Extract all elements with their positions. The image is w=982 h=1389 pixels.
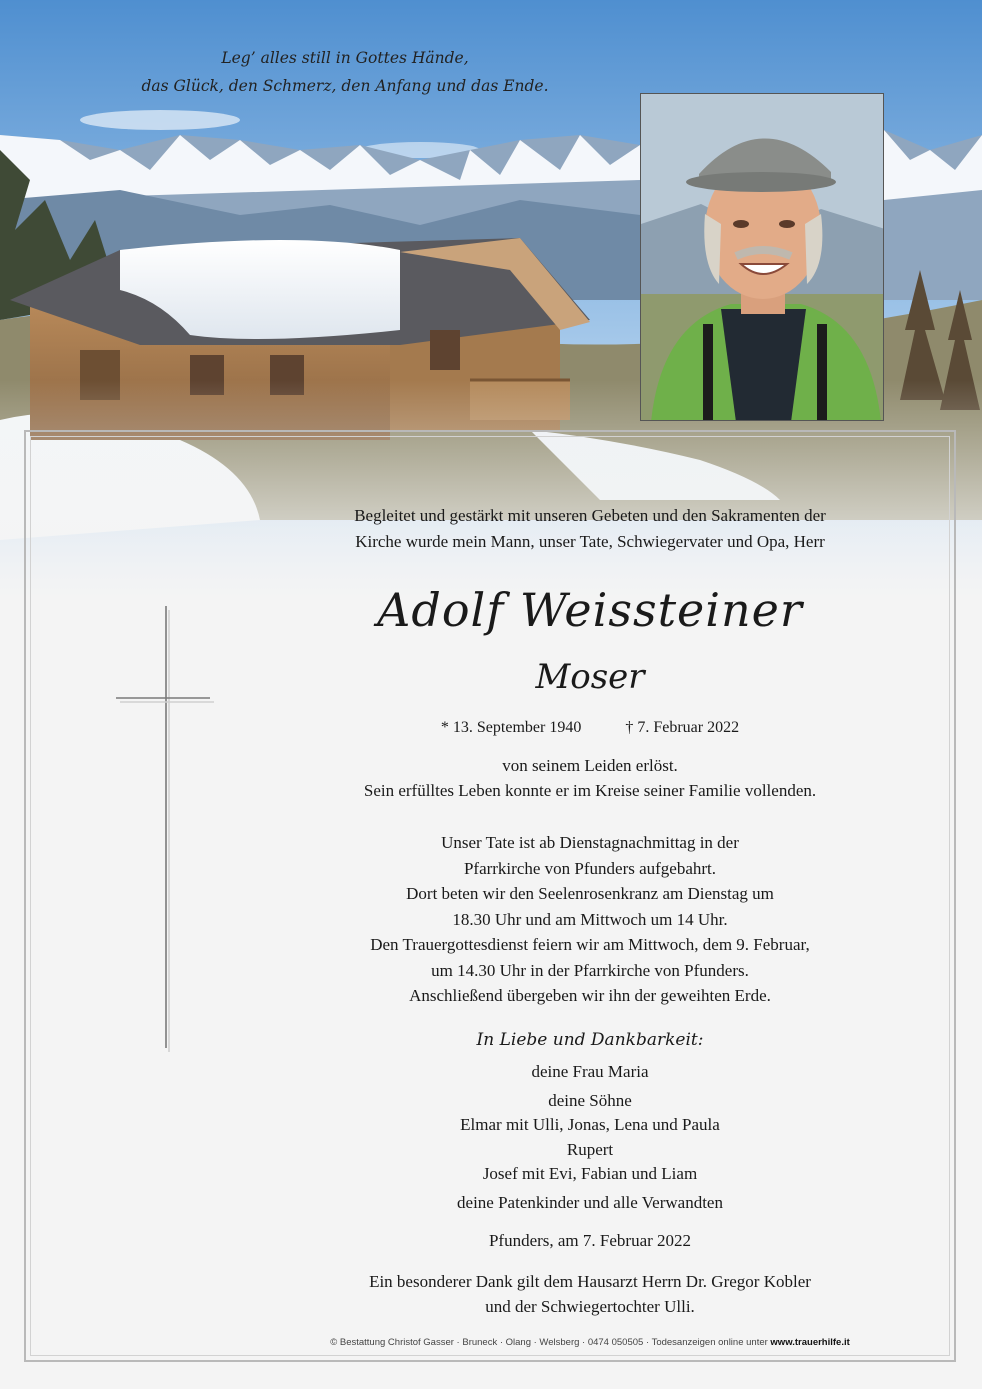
intro-line: Begleitet und gestärkt mit unseren Gebeten und den Sakramenten der (354, 506, 826, 525)
release-line: von seinem Leiden erlöst. (502, 756, 678, 775)
funeral-line: Pfarrkirche von Pfunders aufgebahrt. (463, 858, 717, 878)
footer-credits (250, 1337, 930, 1348)
funeral-line: Anschließend übergeben wir ihn der geweihten Erde. (409, 986, 771, 1005)
funeral-details (250, 830, 930, 1009)
mourner-line: deine Frau Maria (531, 1062, 649, 1081)
mourners-heading: In Liebe und Dankbarkeit: (476, 1030, 704, 1050)
mourner-line: Rupert (566, 1139, 614, 1159)
mourner-line: deine Söhne (548, 1090, 632, 1110)
special-thanks (250, 1270, 930, 1319)
footer-text: © Bestattung Christof Gasser · Bruneck · Olang · Welsberg · 0474 050505 · Todesanzeigen online unter (330, 1337, 768, 1348)
birth-date: * 13. September 1940 (440, 719, 582, 736)
deceased-nickname: Moser (535, 657, 645, 697)
deceased-name: Adolf Weissteiner (377, 583, 803, 637)
mourner-line: Elmar mit Ulli, Jonas, Lena und Paula (460, 1115, 720, 1134)
motto-line: Leg’ alles still in Gottes Hände, (221, 49, 469, 67)
funeral-line: Unser Tate ist ab Dienstagnachmittag in der (441, 833, 739, 852)
place-date: Pfunders, am 7. Februar 2022 (488, 1231, 692, 1250)
intro-line: Kirche wurde mein Mann, unser Tate, Schwiegervater und Opa, Herr (355, 532, 825, 551)
intro-text (250, 503, 930, 555)
funeral-line: Den Trauergottesdienst feiern wir am Mittwoch, dem 9. Februar, (370, 935, 810, 954)
portrait-photo (640, 93, 884, 421)
release-text (250, 754, 930, 803)
funeral-line: 18.30 Uhr und am Mittwoch um 14 Uhr. (452, 909, 728, 929)
motto-verse (80, 44, 610, 100)
funeral-line: Dort beten wir den Seelenrosenkranz am Dienstag um (406, 884, 774, 903)
funeral-line: um 14.30 Uhr in der Pfarrkirche von Pfunders. (431, 960, 749, 980)
release-line: Sein erfülltes Leben konnte er im Kreise seiner Familie vollenden. (363, 780, 817, 800)
death-date: † 7. Februar 2022 (625, 719, 740, 736)
special-thanks-line: und der Schwiegertochter Ulli. (485, 1296, 695, 1316)
mourner-line: deine Patenkinder und alle Verwandten (457, 1192, 723, 1212)
cross-symbol (112, 604, 222, 1054)
mourners-list (250, 1060, 930, 1215)
life-dates (250, 716, 930, 740)
motto-line: das Glück, den Schmerz, den Anfang und das Ende. (141, 77, 549, 95)
footer-url[interactable]: www.trauerhilfe.it (770, 1337, 850, 1348)
mourner-line: Josef mit Evi, Fabian und Liam (482, 1164, 698, 1183)
special-thanks-line: Ein besonderer Dank gilt dem Hausarzt Herrn Dr. Gregor Kobler (369, 1272, 811, 1291)
